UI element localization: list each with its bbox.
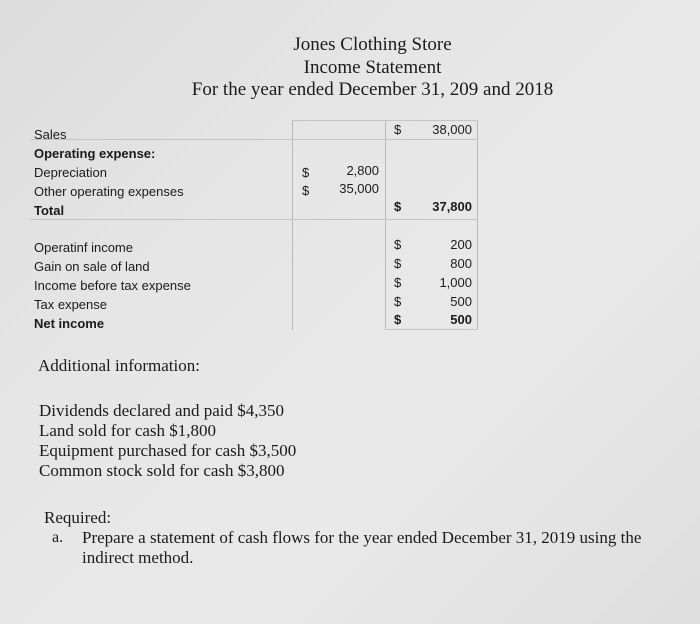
row-label-tax-expense: Tax expense [34,297,107,312]
required-heading: Required: [44,508,112,527]
row-label-gain-on-sale-of-land: Gain on sale of land [34,259,150,274]
dollar-sign: $ [394,237,402,252]
amount-total: 37,800 [432,199,472,214]
dollar-sign: $ [394,294,402,309]
row-label-total: Total [34,203,65,218]
row-label-depreciation: Depreciation [34,165,107,180]
info-item: Common stock sold for cash $3,800 [39,461,285,480]
required-instruction-continued: indirect method. [82,548,194,567]
amount-income-before-tax: 1,000 [439,275,472,290]
grid-line [30,139,478,140]
additional-info-heading: Additional information: [38,356,200,375]
dollar-sign: $ [302,165,310,180]
company-name: Jones Clothing Store [293,34,452,55]
row-label-income-before-tax: Income before tax expense [34,278,191,293]
dollar-sign: $ [394,256,402,271]
row-label-operating-expense: Operating expense: [34,146,156,161]
row-label-operating-income: Operatinf income [34,240,133,255]
income-statement-table [30,120,478,330]
amount-gain-on-sale-of-land: 800 [450,256,472,271]
amount-depreciation: 2,800 [346,163,379,178]
amount-operating-income: 200 [450,237,472,252]
row-label-net-income: Net income [34,316,105,331]
required-marker: a. [52,529,64,546]
statement-title: Income Statement [303,57,442,78]
dollar-sign: $ [394,199,402,214]
dollar-sign: $ [394,122,402,137]
grid-line [292,120,478,121]
dollar-sign: $ [394,312,402,327]
amount-other-operating-expenses: 35,000 [339,181,379,196]
grid-line [30,219,478,220]
dollar-sign: $ [394,275,402,290]
row-label-sales: Sales [34,127,67,142]
column-divider [292,120,293,330]
row-label-other-operating-expenses: Other operating expenses [34,184,184,199]
amount-net-income: 500 [450,312,472,327]
amount-sales: 38,000 [432,122,472,137]
statement-period: For the year ended December 31, 209 and 2018 [191,79,554,100]
info-item: Equipment purchased for cash $3,500 [39,441,297,460]
column-divider [385,120,386,330]
amount-tax-expense: 500 [450,294,472,309]
column-divider [477,120,478,330]
info-item: Dividends declared and paid $4,350 [39,401,285,420]
info-item: Land sold for cash $1,800 [39,421,217,440]
grid-line [385,329,478,330]
dollar-sign: $ [302,183,310,198]
required-instruction: Prepare a statement of cash flows for the year ended December 31, 2019 using the [82,528,642,547]
